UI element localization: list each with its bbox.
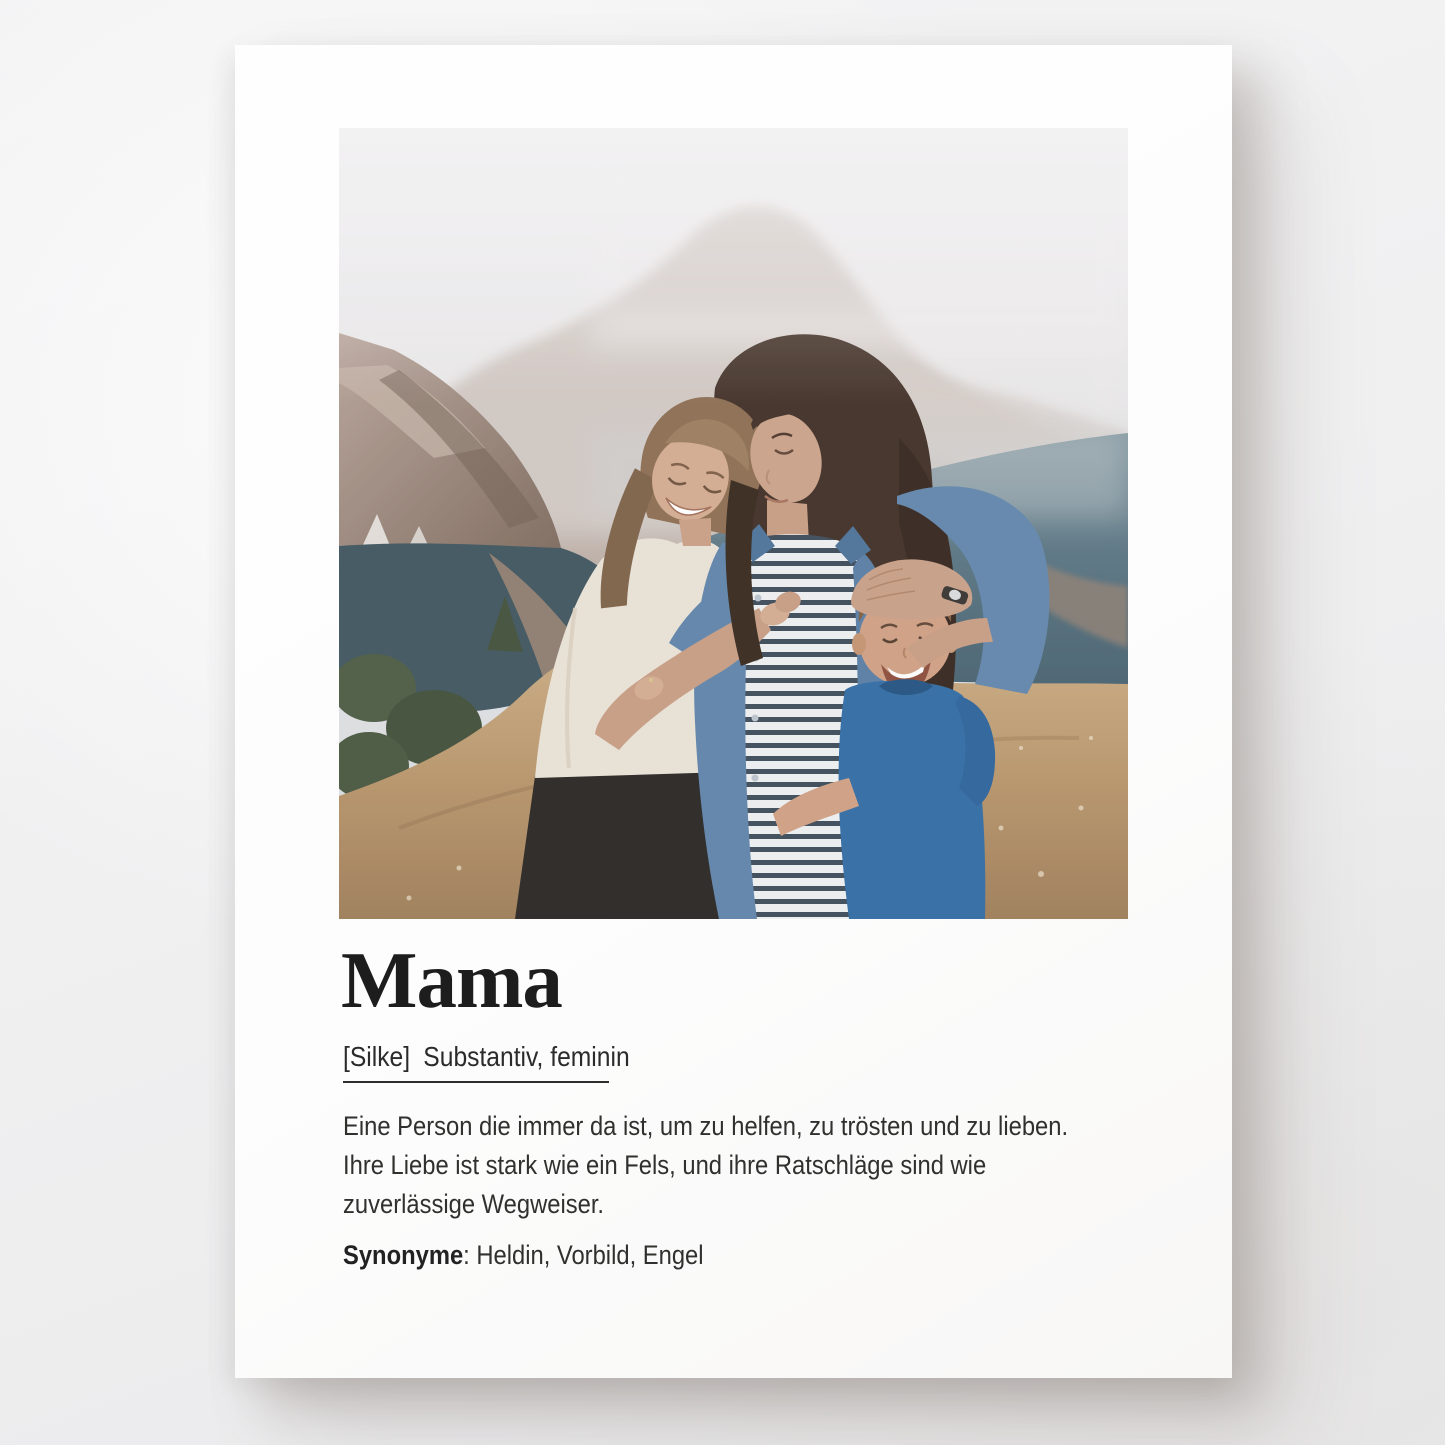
photo-matte	[339, 128, 1128, 919]
definition-line: zuverlässige Wegweiser.	[343, 1189, 605, 1219]
name-tag: [Silke]	[343, 1041, 411, 1072]
family-photo-illustration	[339, 128, 1128, 919]
definition-text	[343, 1107, 1068, 1224]
synonyms-label: Synonyme	[343, 1240, 464, 1270]
definition-line: Eine Person die immer da ist, um zu helfen, zu trösten und zu lieben.	[343, 1111, 1069, 1141]
poster-subtitle	[343, 1040, 630, 1074]
synonyms-values: : Heldin, Vorbild, Engel	[463, 1240, 704, 1270]
divider-line	[343, 1081, 609, 1083]
word-class: Substantiv, feminin	[423, 1041, 630, 1072]
definition-line: Ihre Liebe ist stark wie ein Fels, und ihre Ratschläge sind wie	[343, 1150, 987, 1180]
definition-poster	[235, 45, 1232, 1378]
family-photo	[339, 128, 1128, 919]
synonyms-line	[343, 1236, 704, 1275]
poster-title: Mama	[341, 935, 562, 1025]
